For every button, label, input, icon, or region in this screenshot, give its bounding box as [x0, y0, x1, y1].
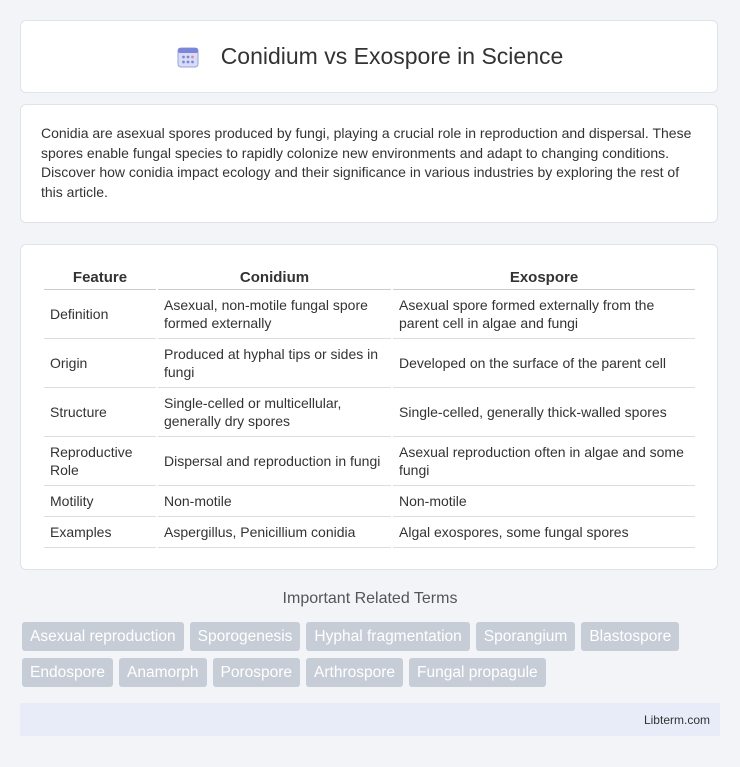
table-cell: Produced at hyphal tips or sides in fungi: [158, 339, 391, 388]
table-cell: Single-celled, generally thick-walled spores: [393, 388, 695, 437]
related-term-tag[interactable]: Hyphal fragmentation: [306, 622, 469, 651]
table-cell: Algal exospores, some fungal spores: [393, 517, 695, 548]
intro-card: [20, 104, 718, 223]
related-term-tag[interactable]: Fungal propagule: [409, 658, 546, 687]
page-title: Conidium vs Exospore in Science: [220, 43, 564, 69]
table-row: [44, 388, 695, 437]
related-term-tag[interactable]: Anamorph: [119, 658, 207, 687]
related-term-tag[interactable]: Arthrospore: [306, 658, 403, 687]
table-row: [44, 290, 695, 339]
table-row: [44, 486, 695, 517]
related-term-tag[interactable]: Endospore: [22, 658, 113, 687]
header-card: [20, 20, 718, 93]
table-cell: Reproductive Role: [44, 437, 156, 486]
related-term-tag[interactable]: Blastospore: [581, 622, 679, 651]
header-exospore: Exospore: [393, 265, 695, 290]
footer: [20, 703, 720, 736]
related-terms-title: Important Related Terms: [282, 590, 458, 607]
table-cell: Asexual, non-motile fungal spore formed externally: [158, 290, 391, 339]
table-cell: Single-celled or multicellular, generally dry spores: [158, 388, 391, 437]
table-cell: Origin: [44, 339, 156, 388]
related-term-tag[interactable]: Sporangium: [476, 622, 576, 651]
related-term-tag[interactable]: Asexual reproduction: [22, 622, 184, 651]
calendar-icon: [175, 44, 201, 70]
table-cell: Motility: [44, 486, 156, 517]
related-term-tag[interactable]: Porospore: [213, 658, 301, 687]
table-cell: Asexual reproduction often in algae and some fungi: [393, 437, 695, 486]
related-terms-list: [22, 622, 722, 694]
table-row: [44, 339, 695, 388]
table-cell: Aspergillus, Penicillium conidia: [158, 517, 391, 548]
table-cell: Dispersal and reproduction in fungi: [158, 437, 391, 486]
table-cell: Examples: [44, 517, 156, 548]
header-feature: Feature: [44, 265, 156, 290]
comparison-table-card: [20, 244, 718, 570]
footer-brand-link[interactable]: Libterm.com: [643, 712, 710, 727]
table-cell: Structure: [44, 388, 156, 437]
table-header-row: [44, 265, 695, 290]
table-row: [44, 517, 695, 548]
table-cell: Non-motile: [158, 486, 391, 517]
table-row: [44, 437, 695, 486]
table-cell: Developed on the surface of the parent cell: [393, 339, 695, 388]
header-conidium: Conidium: [158, 265, 391, 290]
table-cell: Non-motile: [393, 486, 695, 517]
table-cell: Definition: [44, 290, 156, 339]
comparison-table: [42, 265, 697, 548]
intro-text: Conidia are asexual spores produced by fungi, playing a crucial role in reproduction and dispersal. These spores enable fungal species to rapidly colonize new environments and adapt to changing conditions. Discover how conidia impact ecology and their significance in various industries by exploring the rest of this article.: [41, 125, 692, 200]
related-term-tag[interactable]: Sporogenesis: [190, 622, 301, 651]
table-cell: Asexual spore formed externally from the parent cell in algae and fungi: [393, 290, 695, 339]
